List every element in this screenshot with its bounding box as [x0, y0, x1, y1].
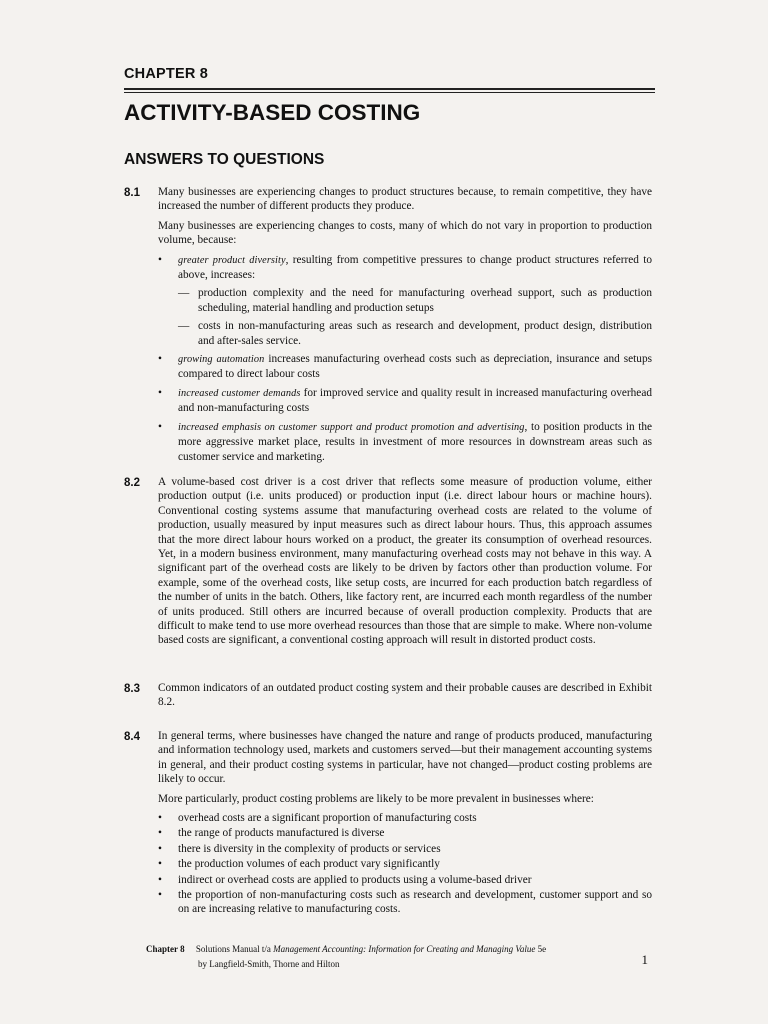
- list-item: [158, 826, 652, 840]
- dash-icon: —: [178, 320, 190, 333]
- bullet-icon: •: [158, 420, 162, 433]
- footer-edition: 5e: [535, 944, 547, 954]
- emphasis-text: growing automation: [178, 354, 265, 366]
- bullet-list: [158, 811, 652, 917]
- item-text: for improved service and quality result in increased manufacturing overhead and non-manufacturing costs: [178, 386, 652, 415]
- sub-item-text: production complexity and the need for manufacturing overhead support, such as production scheduling, material handling and production setups: [198, 287, 652, 314]
- header-rule-thin: [124, 92, 655, 93]
- bullet-icon: •: [158, 873, 162, 886]
- list-item: [158, 386, 652, 416]
- answer-8-2: [158, 475, 652, 653]
- bullet-list: [158, 253, 652, 464]
- section-title: ANSWERS TO QUESTIONS: [124, 151, 325, 168]
- item-text: the proportion of non-manufacturing costs such as research and development, customer support and so on are increasing relative to manufacturing costs.: [178, 889, 652, 916]
- footer-book-title: Management Accounting: Information for Creating and Managing Value: [273, 944, 536, 954]
- list-item: [158, 857, 652, 871]
- bullet-icon: •: [158, 827, 162, 840]
- answer-8-1: [158, 185, 652, 468]
- footer-authors: by Langfield-Smith, Thorne and Hilton: [198, 959, 340, 969]
- list-item: [158, 352, 652, 382]
- item-text: , resulting from competitive pressures to change product structures referred to above, increases:: [178, 253, 653, 282]
- bullet-icon: •: [158, 889, 162, 902]
- dash-icon: —: [178, 287, 190, 300]
- emphasis-text: increased emphasis on customer support and product promotion and advertising: [178, 421, 525, 433]
- answer-8-4: [158, 729, 652, 918]
- answer-8-3: [158, 681, 652, 715]
- list-item: [158, 811, 652, 825]
- answer-paragraph: Common indicators of an outdated product costing system and their probable causes are described in Exhibit 8.2.: [158, 682, 652, 709]
- page-number: 1: [641, 952, 648, 967]
- bullet-icon: •: [158, 842, 162, 855]
- list-item: [158, 253, 652, 348]
- page-title: ACTIVITY-BASED COSTING: [124, 100, 421, 125]
- bullet-icon: •: [158, 812, 162, 825]
- item-text: indirect or overhead costs are applied to products using a volume-based driver: [178, 873, 532, 886]
- item-text: overhead costs are a significant proportion of manufacturing costs: [178, 812, 477, 825]
- answer-paragraph: In general terms, where businesses have changed the nature and range of products produced, manufacturing and information technology used, markets and customers served—but their management accounting systems in general, and their product costing systems in particular, have not changed—product costing problems are likely to occur.: [158, 730, 652, 786]
- item-text: the production volumes of each product vary significantly: [178, 858, 440, 871]
- emphasis-text: greater product diversity: [178, 254, 286, 266]
- sub-item: [178, 319, 652, 348]
- sub-item-text: costs in non-manufacturing areas such as research and development, product design, distribution and after-sales service.: [198, 320, 652, 347]
- chapter-label: CHAPTER 8: [124, 66, 208, 82]
- footer-prefix: Solutions Manual t/a: [195, 944, 274, 954]
- answer-paragraph: Many businesses are experiencing changes to costs, many of which do not vary in proportion to production volume, because:: [158, 219, 652, 247]
- item-text: , to position products in the more aggressive market place, results in investment of more resources in downstream areas such as customer service and marketing.: [178, 420, 653, 463]
- bullet-icon: •: [158, 858, 162, 871]
- answer-paragraph: More particularly, product costing problems are likely to be more prevalent in businesses where:: [158, 792, 594, 805]
- list-item: [158, 873, 652, 887]
- question-number-8-1: 8.1: [124, 187, 140, 199]
- question-number-8-2: 8.2: [124, 477, 140, 489]
- item-text: there is diversity in the complexity of products or services: [178, 842, 441, 855]
- question-number-8-3: 8.3: [124, 683, 140, 695]
- sub-item: [178, 286, 652, 315]
- footer-chapter: Chapter 8: [146, 944, 185, 954]
- emphasis-text: increased customer demands: [178, 387, 301, 399]
- item-text: increases manufacturing overhead costs such as depreciation, insurance and setups compared to direct labour costs: [178, 353, 652, 381]
- bullet-icon: •: [158, 386, 162, 399]
- list-item: [158, 420, 652, 464]
- page-footer: [146, 942, 656, 972]
- header-rule: [124, 88, 655, 90]
- bullet-icon: •: [158, 253, 162, 266]
- list-item: [158, 888, 652, 917]
- answer-paragraph: A volume-based cost driver is a cost driver that reflects some measure of production volume, either production output (i.e. units produced) or production input (i.e. direct labour hours or machine hours). Conventional costing systems assume that manufacturing overhead costs are related to the volume of production, usually measured by input measures such as direct labour hours. Thus, this approach assumes that the more direct labour hours worked on a product, the greater its consumption of overhead resources. Yet, in a modern business environment, many manufacturing overhead costs may not behave in this way. A significant part of the overhead costs are likely to be driven by factors other than production volume. For example, some of the overhead costs, like setup costs, are incurred for each production batch regardless of the number of units in the batch. Others, like factory rent, are incurred each month regardless of the number of units produced. Still others are incurred because of overall production complexity. Products that are difficult to make tend to use more overhead resources than those that are simple to make. Where non-volume based costs are significant, a conventional costing approach will result in distorted product costs.: [158, 476, 652, 647]
- bullet-icon: •: [158, 353, 162, 366]
- list-item: [158, 842, 652, 856]
- question-number-8-4: 8.4: [124, 731, 140, 743]
- answer-paragraph: Many businesses are experiencing changes to product structures because, to remain competitive, they have increased the number of different products they produce.: [158, 186, 652, 213]
- item-text: the range of products manufactured is diverse: [178, 827, 385, 840]
